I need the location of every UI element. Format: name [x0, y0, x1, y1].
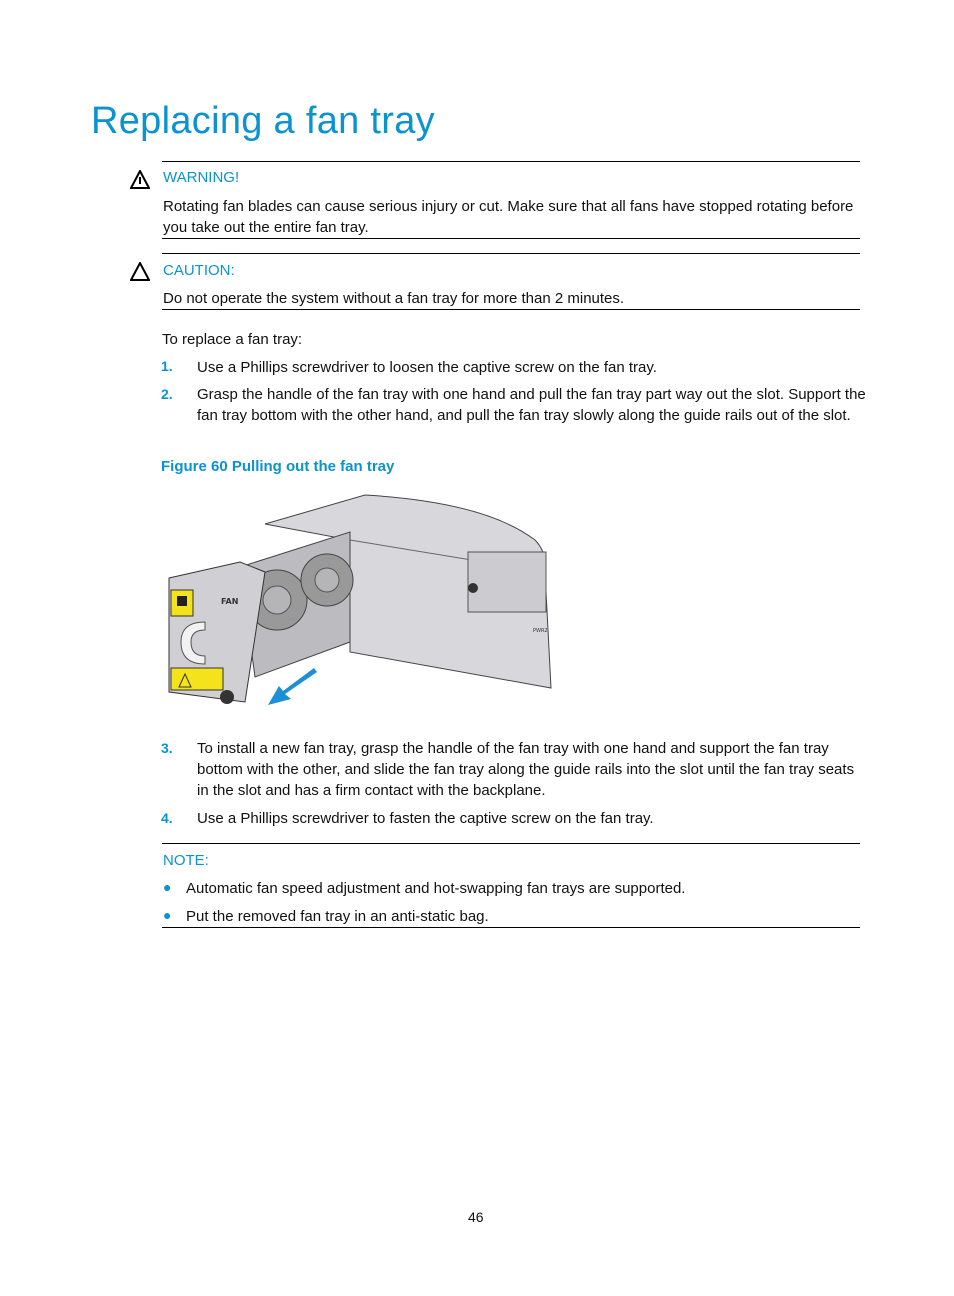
warning-text: Rotating fan blades can cause serious injury or cut. Make sure that all fans have stopped rotating before you take out the entire fan tray.	[163, 198, 854, 236]
warning-label: WARNING!	[163, 169, 240, 186]
divider	[162, 309, 860, 310]
page-number: 46	[468, 1209, 484, 1225]
divider	[162, 161, 860, 162]
step-number: 3.	[161, 740, 173, 756]
page-title: Replacing a fan tray	[91, 100, 435, 142]
figure-caption: Figure 60 Pulling out the fan tray	[161, 458, 395, 475]
step-number: 4.	[161, 810, 173, 826]
intro-text: To replace a fan tray:	[162, 331, 303, 348]
step-text: To install a new fan tray, grasp the handle of the fan tray with one hand and support the fan tray bottom with the other, and slide the fan tray along the guide rails into the slot until the fan tray seats in the slot and has a firm contact with the backplane.	[197, 740, 855, 799]
note-item: Automatic fan speed adjustment and hot-swapping fan trays are supported.	[186, 880, 686, 897]
step-text: Use a Phillips screwdriver to fasten the captive screw on the fan tray.	[197, 810, 654, 827]
step-text: Grasp the handle of the fan tray with one hand and pull the fan tray part way out the slot. Support the fan tray bottom with the other hand, and pull the fan tray slowly along the guide rails out of the slot.	[197, 386, 866, 424]
step-text: Use a Phillips screwdriver to loosen the captive screw on the fan tray.	[197, 359, 657, 376]
bullet-icon: ●	[163, 907, 172, 923]
step-number: 2.	[161, 386, 173, 402]
divider	[162, 843, 860, 844]
fan-label: FAN	[221, 597, 239, 606]
step-number: 1.	[161, 358, 173, 374]
divider	[162, 238, 860, 239]
divider	[162, 253, 860, 254]
caution-text: Do not operate the system without a fan tray for more than 2 minutes.	[163, 290, 625, 307]
divider	[162, 927, 860, 928]
fan-tray-illustration	[165, 492, 555, 712]
caution-label: CAUTION:	[163, 262, 235, 279]
bullet-icon: ●	[163, 879, 172, 895]
warning-icon	[130, 170, 150, 189]
note-item: Put the removed fan tray in an anti-static bag.	[186, 908, 489, 925]
note-label: NOTE:	[163, 852, 209, 869]
caution-icon	[130, 262, 150, 281]
pwr-label: PWR2	[533, 628, 548, 634]
arrow-icon	[268, 668, 317, 705]
